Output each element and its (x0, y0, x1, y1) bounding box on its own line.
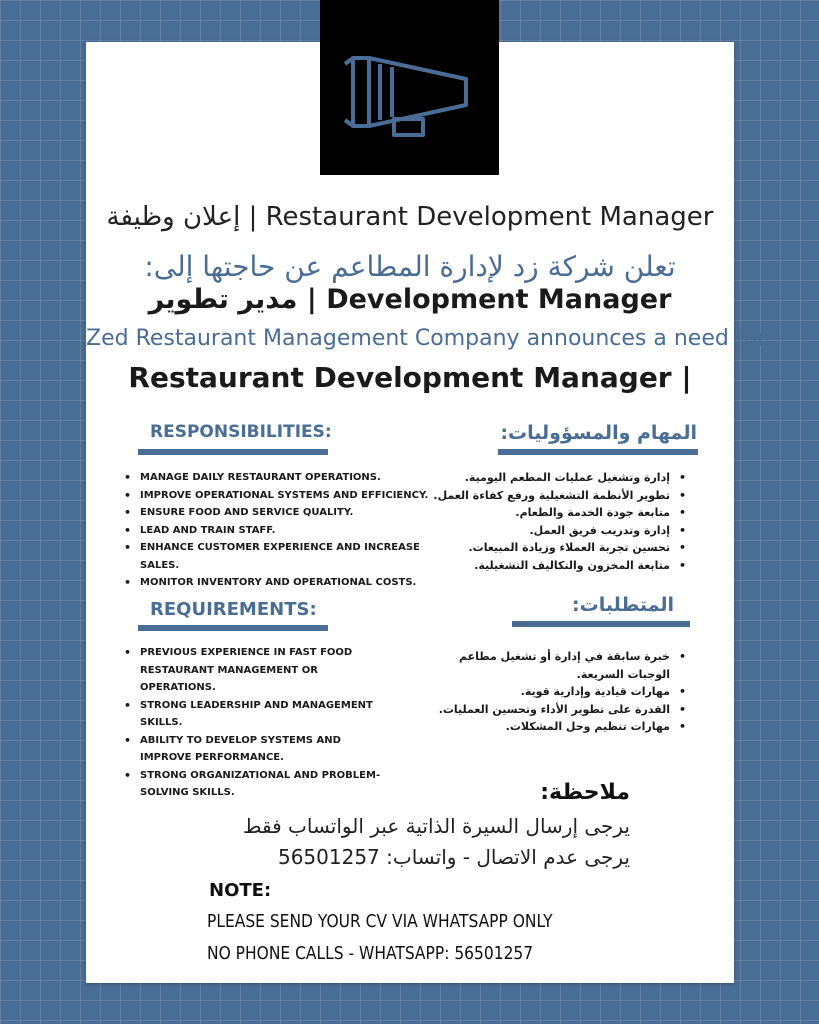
job-announcement-title: إعلان وظيفة | Restaurant Development Manager (106, 202, 714, 232)
note-line2-ar: يرجى عدم الاتصال - واتساب: 56501257 (277, 845, 630, 869)
list-item: • القدرة على تطوير الأداء وتحسين العمليات. (426, 701, 686, 719)
announcement-en: Zed Restaurant Management Company announces a need for: (86, 326, 774, 351)
responsibilities-heading-ar: المهام والمسؤوليات: (500, 422, 697, 444)
position-title-en: Restaurant Development Manager | (128, 361, 692, 394)
responsibilities-heading-en: RESPONSIBILITIES: (150, 422, 332, 442)
list-item: • إدارة وتدريب فريق العمل. (416, 522, 686, 540)
list-item: • IMPROVE OPERATIONAL SYSTEMS AND EFFICIENCY. (124, 487, 434, 505)
list-item: • MONITOR INVENTORY AND OPERATIONAL COSTS. (124, 574, 434, 592)
note-heading-en: NOTE: (209, 880, 272, 901)
requirements-list-ar (426, 648, 686, 736)
divider (498, 449, 698, 455)
divider (138, 449, 328, 455)
list-item: • متابعة جودة الخدمة والطعام. (416, 504, 686, 522)
list-item: • إدارة وتشغيل عمليات المطعم اليومية. (416, 469, 686, 487)
list-item: • ENSURE FOOD AND SERVICE QUALITY. (124, 504, 434, 522)
requirements-list-en (124, 644, 394, 802)
note-line2-en: NO PHONE CALLS - WHATSAPP: 56501257 (207, 943, 534, 964)
responsibilities-list-ar (416, 469, 686, 574)
list-item: • STRONG ORGANIZATIONAL AND PROBLEM-SOLVING SKILLS. (124, 767, 394, 802)
megaphone-badge (320, 0, 499, 175)
divider (138, 625, 328, 631)
list-item: • تطوير الأنظمة التشغيلية ورفع كفاءة العمل. (416, 487, 686, 505)
list-item: • ENHANCE CUSTOMER EXPERIENCE AND INCREASE SALES. (124, 539, 434, 574)
megaphone-icon (320, 0, 499, 175)
position-title-bilingual: مدير تطوير | Development Manager (148, 284, 672, 315)
announcement-ar: تعلن شركة زد لإدارة المطاعم عن حاجتها إلى: (144, 250, 676, 283)
list-item: • PREVIOUS EXPERIENCE IN FAST FOOD RESTAURANT MANAGEMENT OR OPERATIONS. (124, 644, 394, 697)
divider (512, 621, 690, 627)
list-item: • MANAGE DAILY RESTAURANT OPERATIONS. (124, 469, 434, 487)
requirements-heading-ar: المتطلبات: (572, 594, 674, 616)
list-item: • تحسين تجربة العملاء وزيادة المبيعات. (416, 539, 686, 557)
responsibilities-list-en (124, 469, 434, 592)
list-item: • متابعة المخزون والتكاليف التشغيلية. (416, 557, 686, 575)
note-heading-ar: ملاحظة: (540, 780, 630, 805)
list-item: • ABILITY TO DEVELOP SYSTEMS AND IMPROVE PERFORMANCE. (124, 732, 394, 767)
list-item: • خبرة سابقة في إدارة أو تشغيل مطاعم الوجبات السريعة. (426, 648, 686, 683)
list-item: • مهارات تنظيم وحل المشكلات. (426, 718, 686, 736)
note-line1-en: PLEASE SEND YOUR CV VIA WHATSAPP ONLY (207, 911, 553, 932)
requirements-heading-en: REQUIREMENTS: (150, 599, 317, 620)
note-line1-ar: يرجى إرسال السيرة الذاتية عبر الواتساب فقط (243, 814, 630, 838)
list-item: • مهارات قيادية وإدارية قوية. (426, 683, 686, 701)
list-item: • STRONG LEADERSHIP AND MANAGEMENT SKILLS. (124, 697, 394, 732)
list-item: • LEAD AND TRAIN STAFF. (124, 522, 434, 540)
